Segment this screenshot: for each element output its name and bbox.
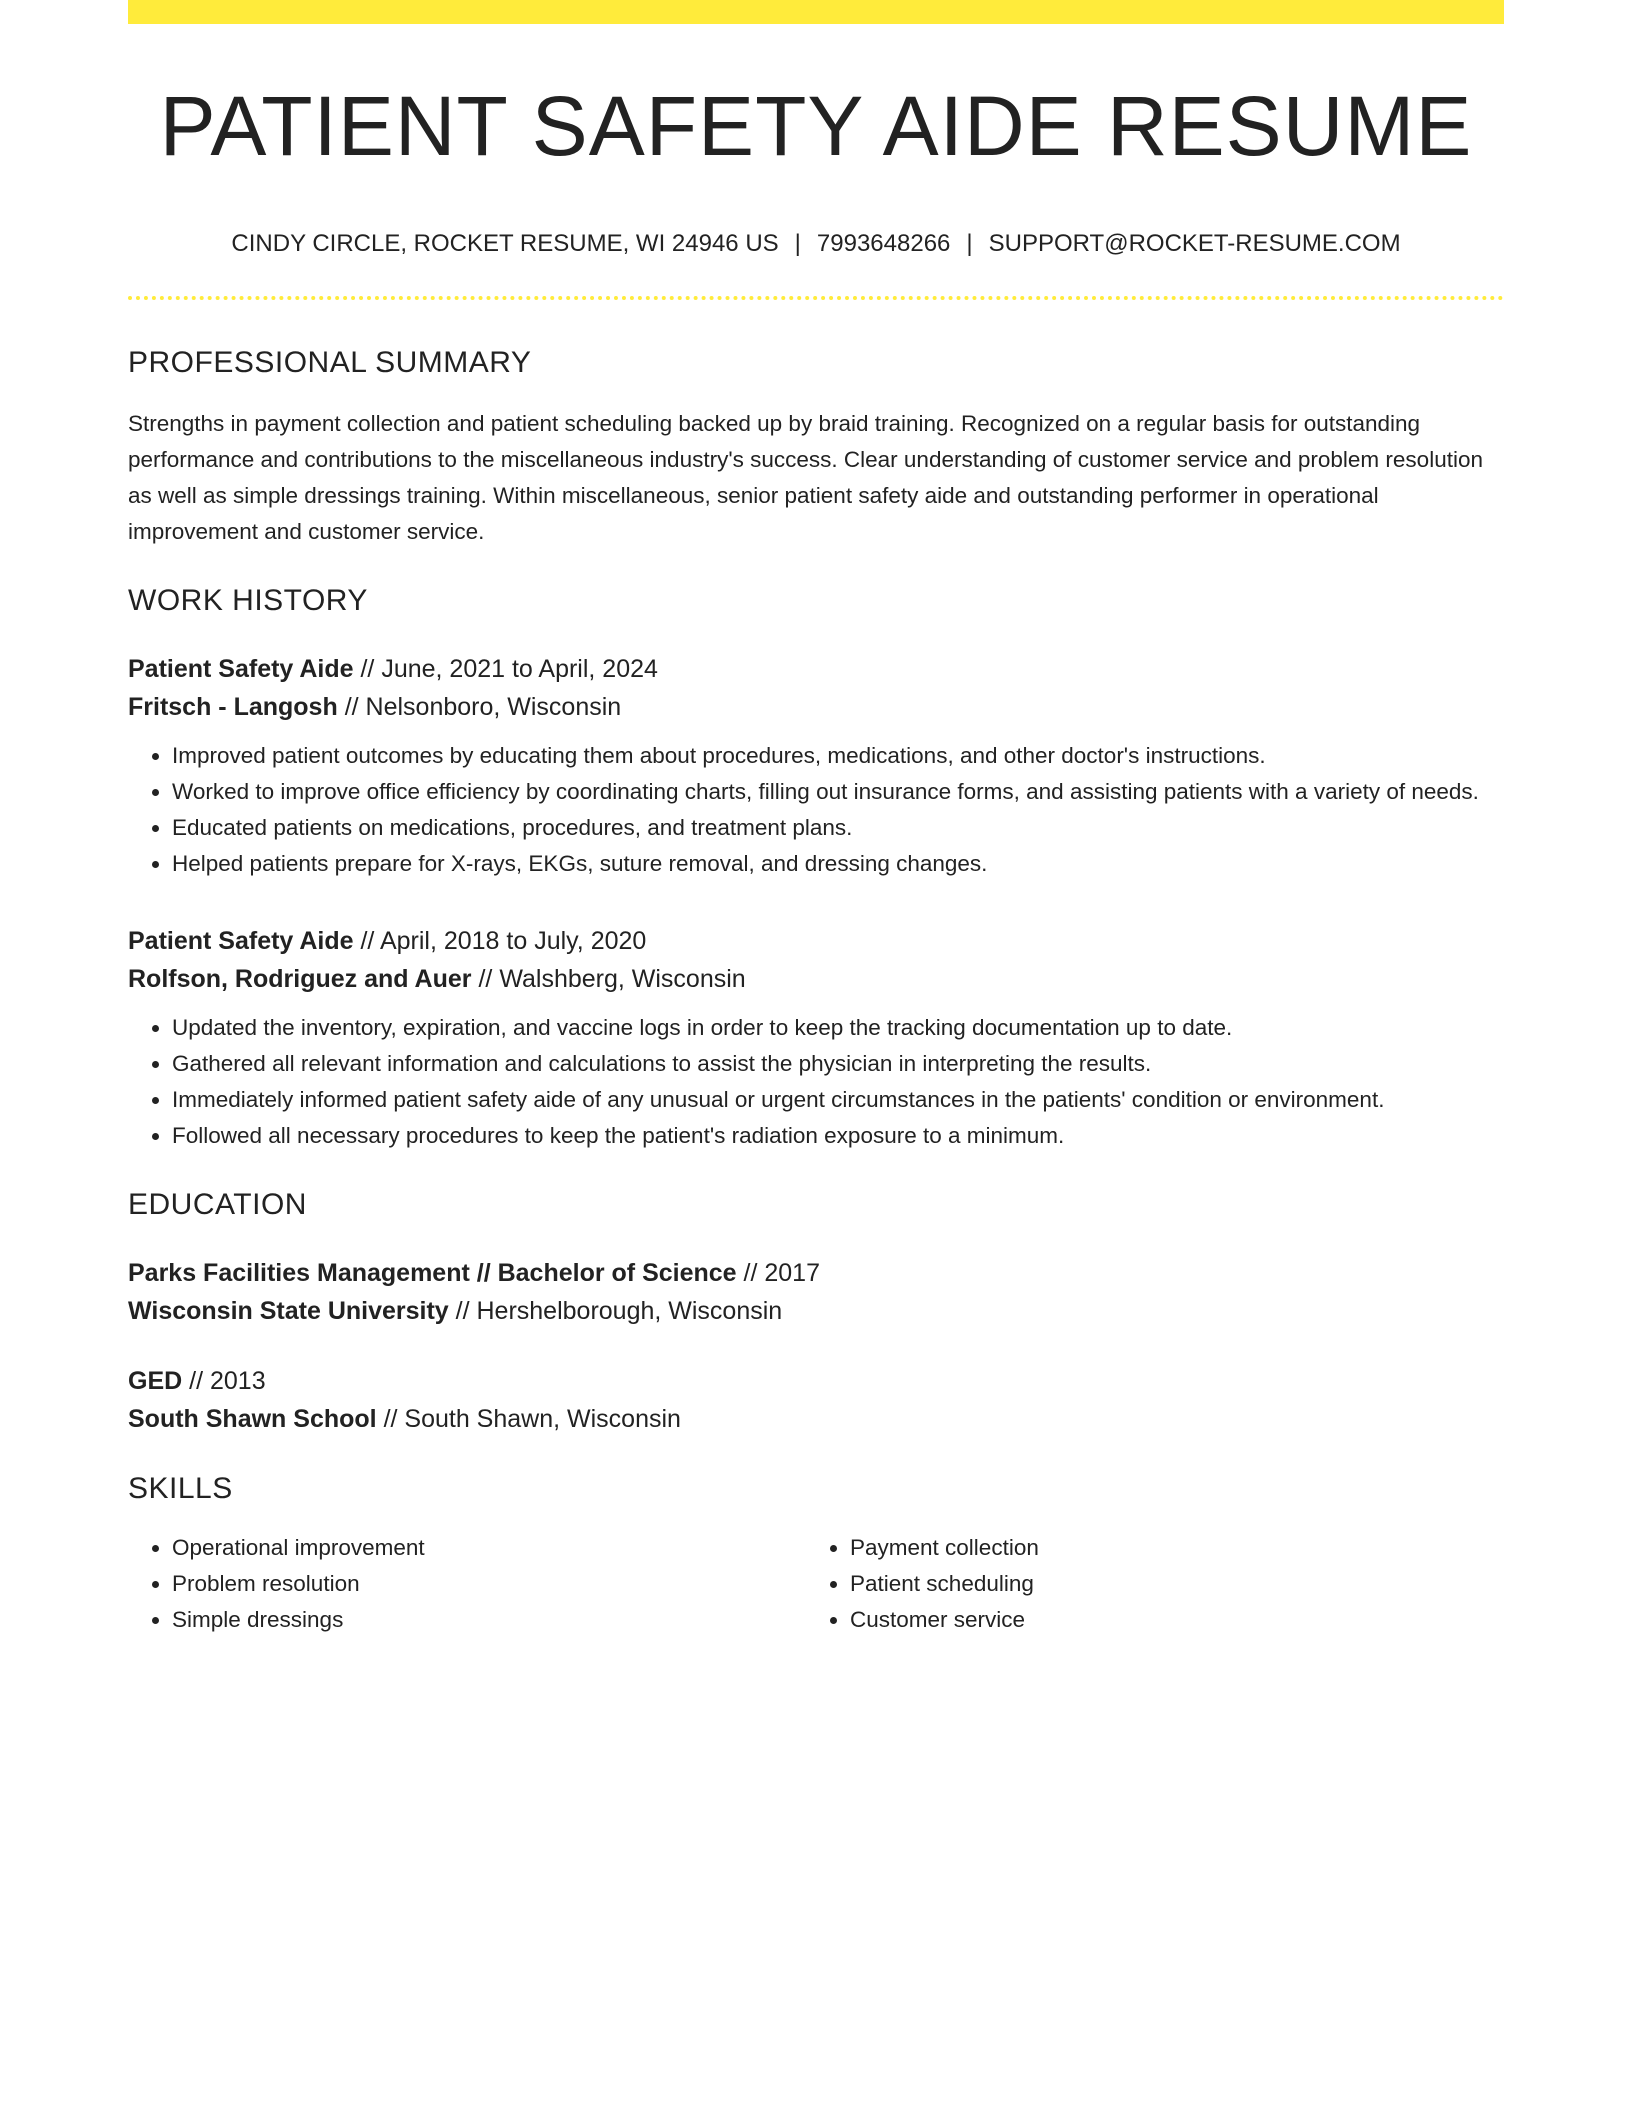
- summary-heading: PROFESSIONAL SUMMARY: [128, 346, 532, 379]
- school: South Shawn School: [128, 1405, 377, 1433]
- education-entry: [128, 1362, 1504, 1438]
- list-item: • Improved patient outcomes by educating them about procedures, medications, and other doctor's instructions.: [172, 738, 1504, 774]
- job-title-line: [128, 922, 1504, 960]
- degree: GED: [128, 1367, 183, 1395]
- dotted-divider: [128, 296, 1504, 300]
- job-title: Patient Safety Aide: [128, 655, 354, 683]
- degree-line: [128, 1254, 1504, 1292]
- top-accent-bar: [128, 0, 1504, 24]
- list-item: • Problem resolution: [172, 1566, 806, 1602]
- job-dates: // April, 2018 to July, 2020: [360, 927, 647, 955]
- skills-column-left: [128, 1530, 806, 1638]
- job-company-line: [128, 688, 1504, 726]
- list-item: • Patient scheduling: [850, 1566, 1484, 1602]
- job-company-line: [128, 960, 1504, 998]
- job-company: Rolfson, Rodriguez and Auer: [128, 965, 472, 993]
- job-company: Fritsch - Langosh: [128, 693, 338, 721]
- degree-year: // 2013: [189, 1367, 266, 1395]
- job-entry: [128, 650, 1504, 882]
- list-item: • Gathered all relevant information and calculations to assist the physician in interpreting the results.: [172, 1046, 1504, 1082]
- list-item: • Worked to improve office efficiency by coordinating charts, filling out insurance forms, and assisting patients with a variety of needs.: [172, 774, 1504, 810]
- school-location: // South Shawn, Wisconsin: [383, 1405, 681, 1433]
- degree-line: [128, 1362, 1504, 1400]
- job-location: // Walshberg, Wisconsin: [478, 965, 746, 993]
- work-history-heading: WORK HISTORY: [128, 584, 368, 617]
- job-entry: [128, 922, 1504, 1154]
- job-bullets: [128, 738, 1504, 882]
- contact-line: [128, 232, 1504, 256]
- job-dates: // June, 2021 to April, 2024: [360, 655, 658, 683]
- resume-page: [128, 0, 1504, 1638]
- list-item: • Simple dressings: [172, 1602, 806, 1638]
- skills-list: [128, 1530, 1504, 1638]
- resume-title: PATIENT SAFETY AIDE RESUME: [159, 79, 1473, 173]
- school: Wisconsin State University: [128, 1297, 449, 1325]
- list-item: • Operational improvement: [172, 1530, 806, 1566]
- school-line: [128, 1400, 1504, 1438]
- degree-year: // 2017: [743, 1259, 820, 1287]
- list-item: • Payment collection: [850, 1530, 1484, 1566]
- list-item: • Helped patients prepare for X-rays, EKGs, suture removal, and dressing changes.: [172, 846, 1504, 882]
- contact-separator: |: [966, 230, 973, 257]
- contact-separator: |: [794, 230, 801, 257]
- list-item: • Immediately informed patient safety aide of any unusual or urgent circumstances in the patients' condition or environment.: [172, 1082, 1504, 1118]
- summary-text: Strengths in payment collection and patient scheduling backed up by braid training. Recognized on a regular basis for outstanding performance and contributions to the miscellaneous industry's success. Clear understanding of customer service and problem resolution as well as simple dressings training. Within miscellaneous, senior patient safety aide and outstanding performer in operational improvement and customer service.: [128, 411, 1483, 544]
- education-heading: EDUCATION: [128, 1188, 307, 1221]
- school-line: [128, 1292, 1504, 1330]
- contact-address: CINDY CIRCLE, ROCKET RESUME, WI 24946 US: [231, 230, 779, 257]
- skills-heading: SKILLS: [128, 1472, 233, 1505]
- list-item: • Updated the inventory, expiration, and vaccine logs in order to keep the tracking documentation up to date.: [172, 1010, 1504, 1046]
- job-location: // Nelsonboro, Wisconsin: [344, 693, 622, 721]
- education-entry: [128, 1254, 1504, 1330]
- job-title: Patient Safety Aide: [128, 927, 354, 955]
- job-title-line: [128, 650, 1504, 688]
- job-bullets: [128, 1010, 1504, 1154]
- list-item: • Customer service: [850, 1602, 1484, 1638]
- list-item: • Followed all necessary procedures to keep the patient's radiation exposure to a minimum.: [172, 1118, 1504, 1154]
- degree: Parks Facilities Management // Bachelor of Science: [128, 1259, 737, 1287]
- contact-phone: 7993648266: [816, 230, 951, 257]
- list-item: • Educated patients on medications, procedures, and treatment plans.: [172, 810, 1504, 846]
- contact-email: SUPPORT@ROCKET-RESUME.COM: [988, 230, 1401, 257]
- skills-column-right: [806, 1530, 1484, 1638]
- school-location: // Hershelborough, Wisconsin: [455, 1297, 783, 1325]
